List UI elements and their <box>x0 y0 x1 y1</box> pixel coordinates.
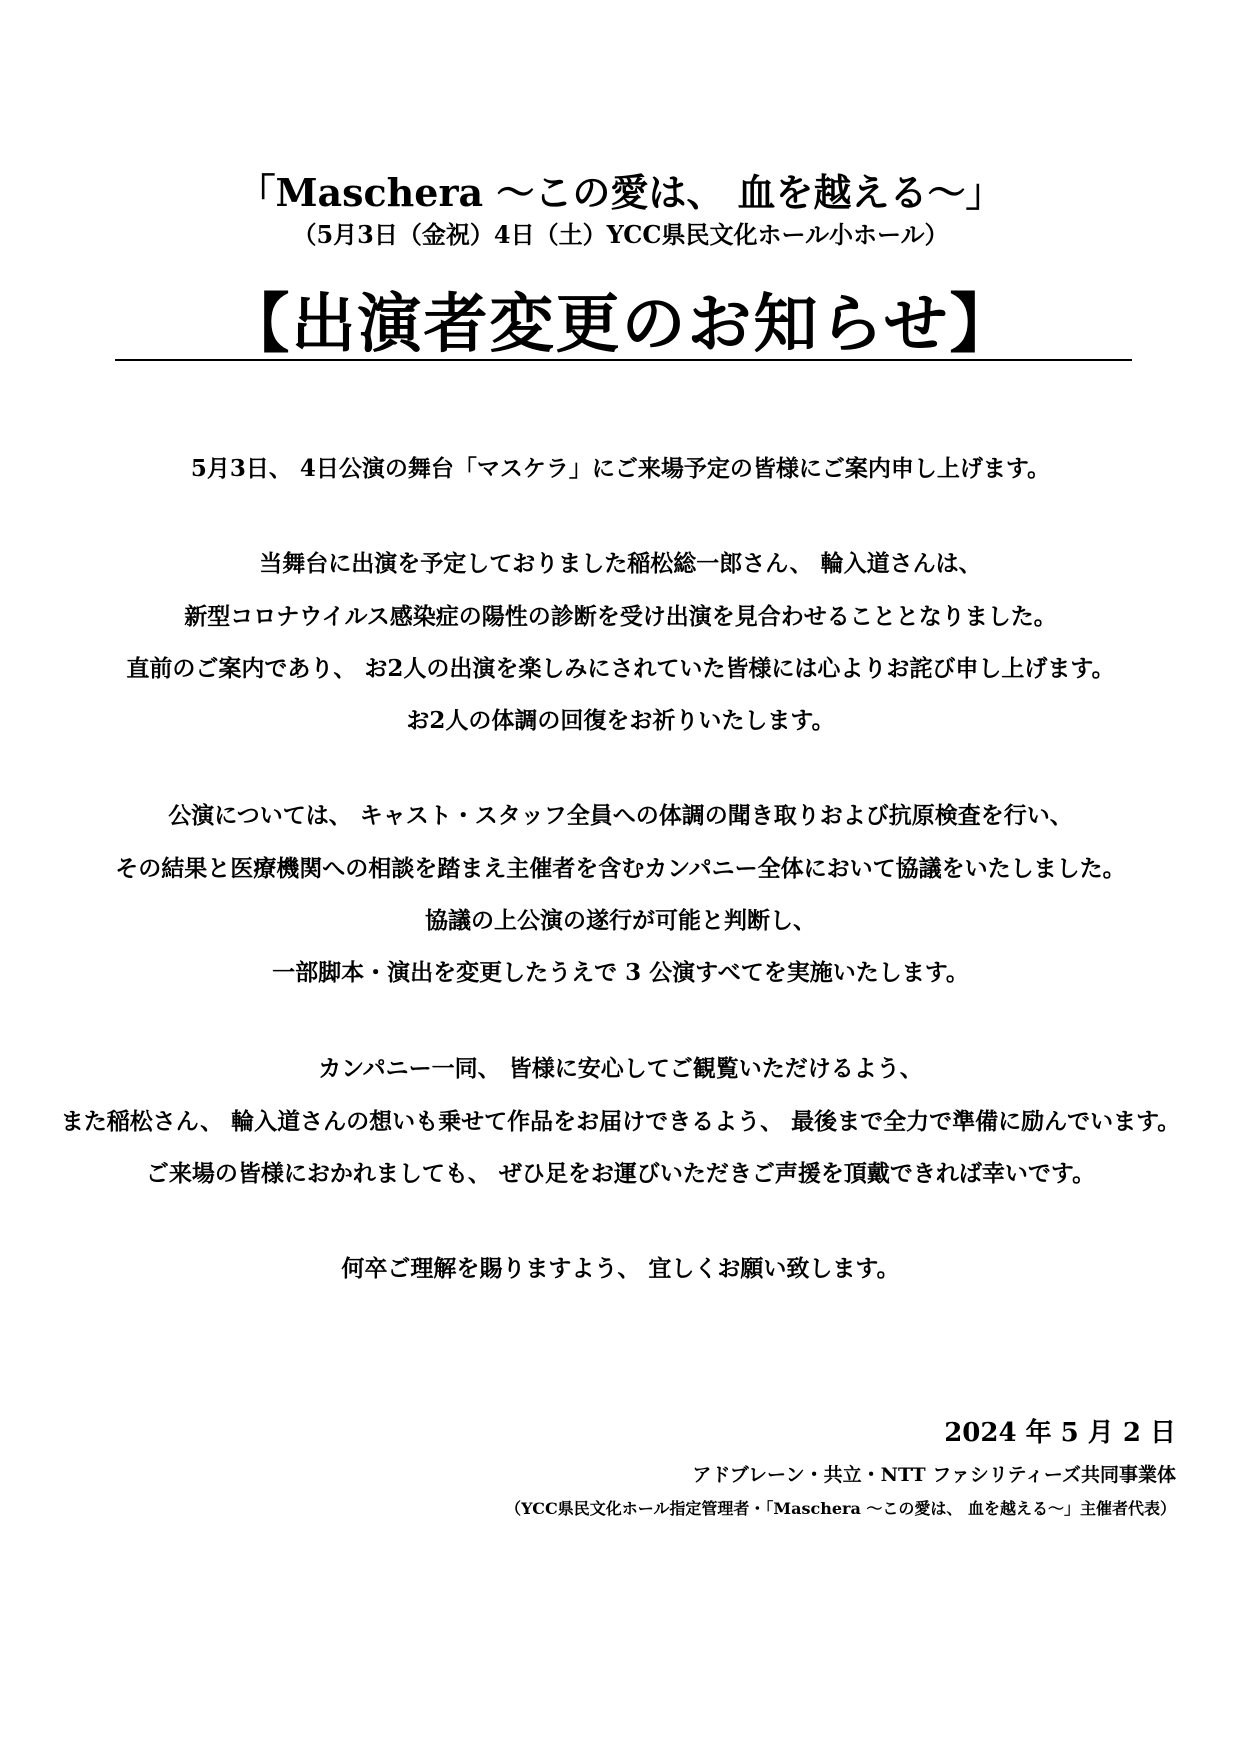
organization-name: アドブレーン・共立・NTT ファシリティーズ共同事業体 <box>692 1464 1176 1486</box>
organization-note: （YCC県民文化ホール指定管理者・「Maschera 〜この愛は、 血を越える〜」主催者代表） <box>505 1499 1176 1518</box>
notice-title: 【出演者変更のお知らせ】 <box>225 287 1016 362</box>
company-line-1: カンパニー一同、 皆様に安心してご観覧いただけるよう、 <box>318 1055 923 1082</box>
show-title: 「Maschera 〜この愛は、 血を越える〜」 <box>237 170 1004 215</box>
show-subtitle: （5月3日（金祝）4日（土）YCC県民文化ホール小ホール） <box>292 220 949 249</box>
performance-line-2: その結果と医療機関への相談を踏まえ主催者を含むカンパニー全体において協議をいたしました。 <box>115 855 1126 882</box>
performance-line-3: 協議の上公演の遂行が可能と判断し、 <box>425 907 816 934</box>
cast-line-4: お2人の体調の回復をお祈りいたします。 <box>406 707 835 734</box>
cast-line-2: 新型コロナウイルス感染症の陽性の診断を受け出演を見合わせることとなりました。 <box>184 603 1057 630</box>
notice-date: 2024 年 5 月 2 日 <box>944 1418 1176 1448</box>
company-line-3: ご来場の皆様におかれましても、 ぜひ足をお運びいただきご声援を頂戴できれば幸いです。 <box>145 1160 1096 1187</box>
cast-line-1: 当舞台に出演を予定しておりました稲松総一郎さん、 輪入道さんは、 <box>259 550 982 577</box>
performance-line-1: 公演については、 キャスト・スタッフ全員への体調の聞き取りおよび抗原検査を行い、 <box>168 802 1073 829</box>
intro-line: 5月3日、 4日公演の舞台「マスケラ」にご来場予定の皆様にご案内申し上げます。 <box>190 455 1051 482</box>
closing-line: 何卒ご理解を賜りますよう、 宜しくお願い致します。 <box>341 1255 900 1282</box>
title-divider <box>115 359 1132 361</box>
company-line-2: また稲松さん、 輪入道さんの想いも乗せて作品をお届けできるよう、 最後まで全力で準備に励んでいます。 <box>60 1108 1181 1135</box>
performance-line-4: 一部脚本・演出を変更したうえで 3 公演すべてを実施いたします。 <box>272 959 969 986</box>
cast-line-3: 直前のご案内であり、 お2人の出演を楽しみにされていた皆様には心よりお詫び申し上げます。 <box>126 655 1115 682</box>
